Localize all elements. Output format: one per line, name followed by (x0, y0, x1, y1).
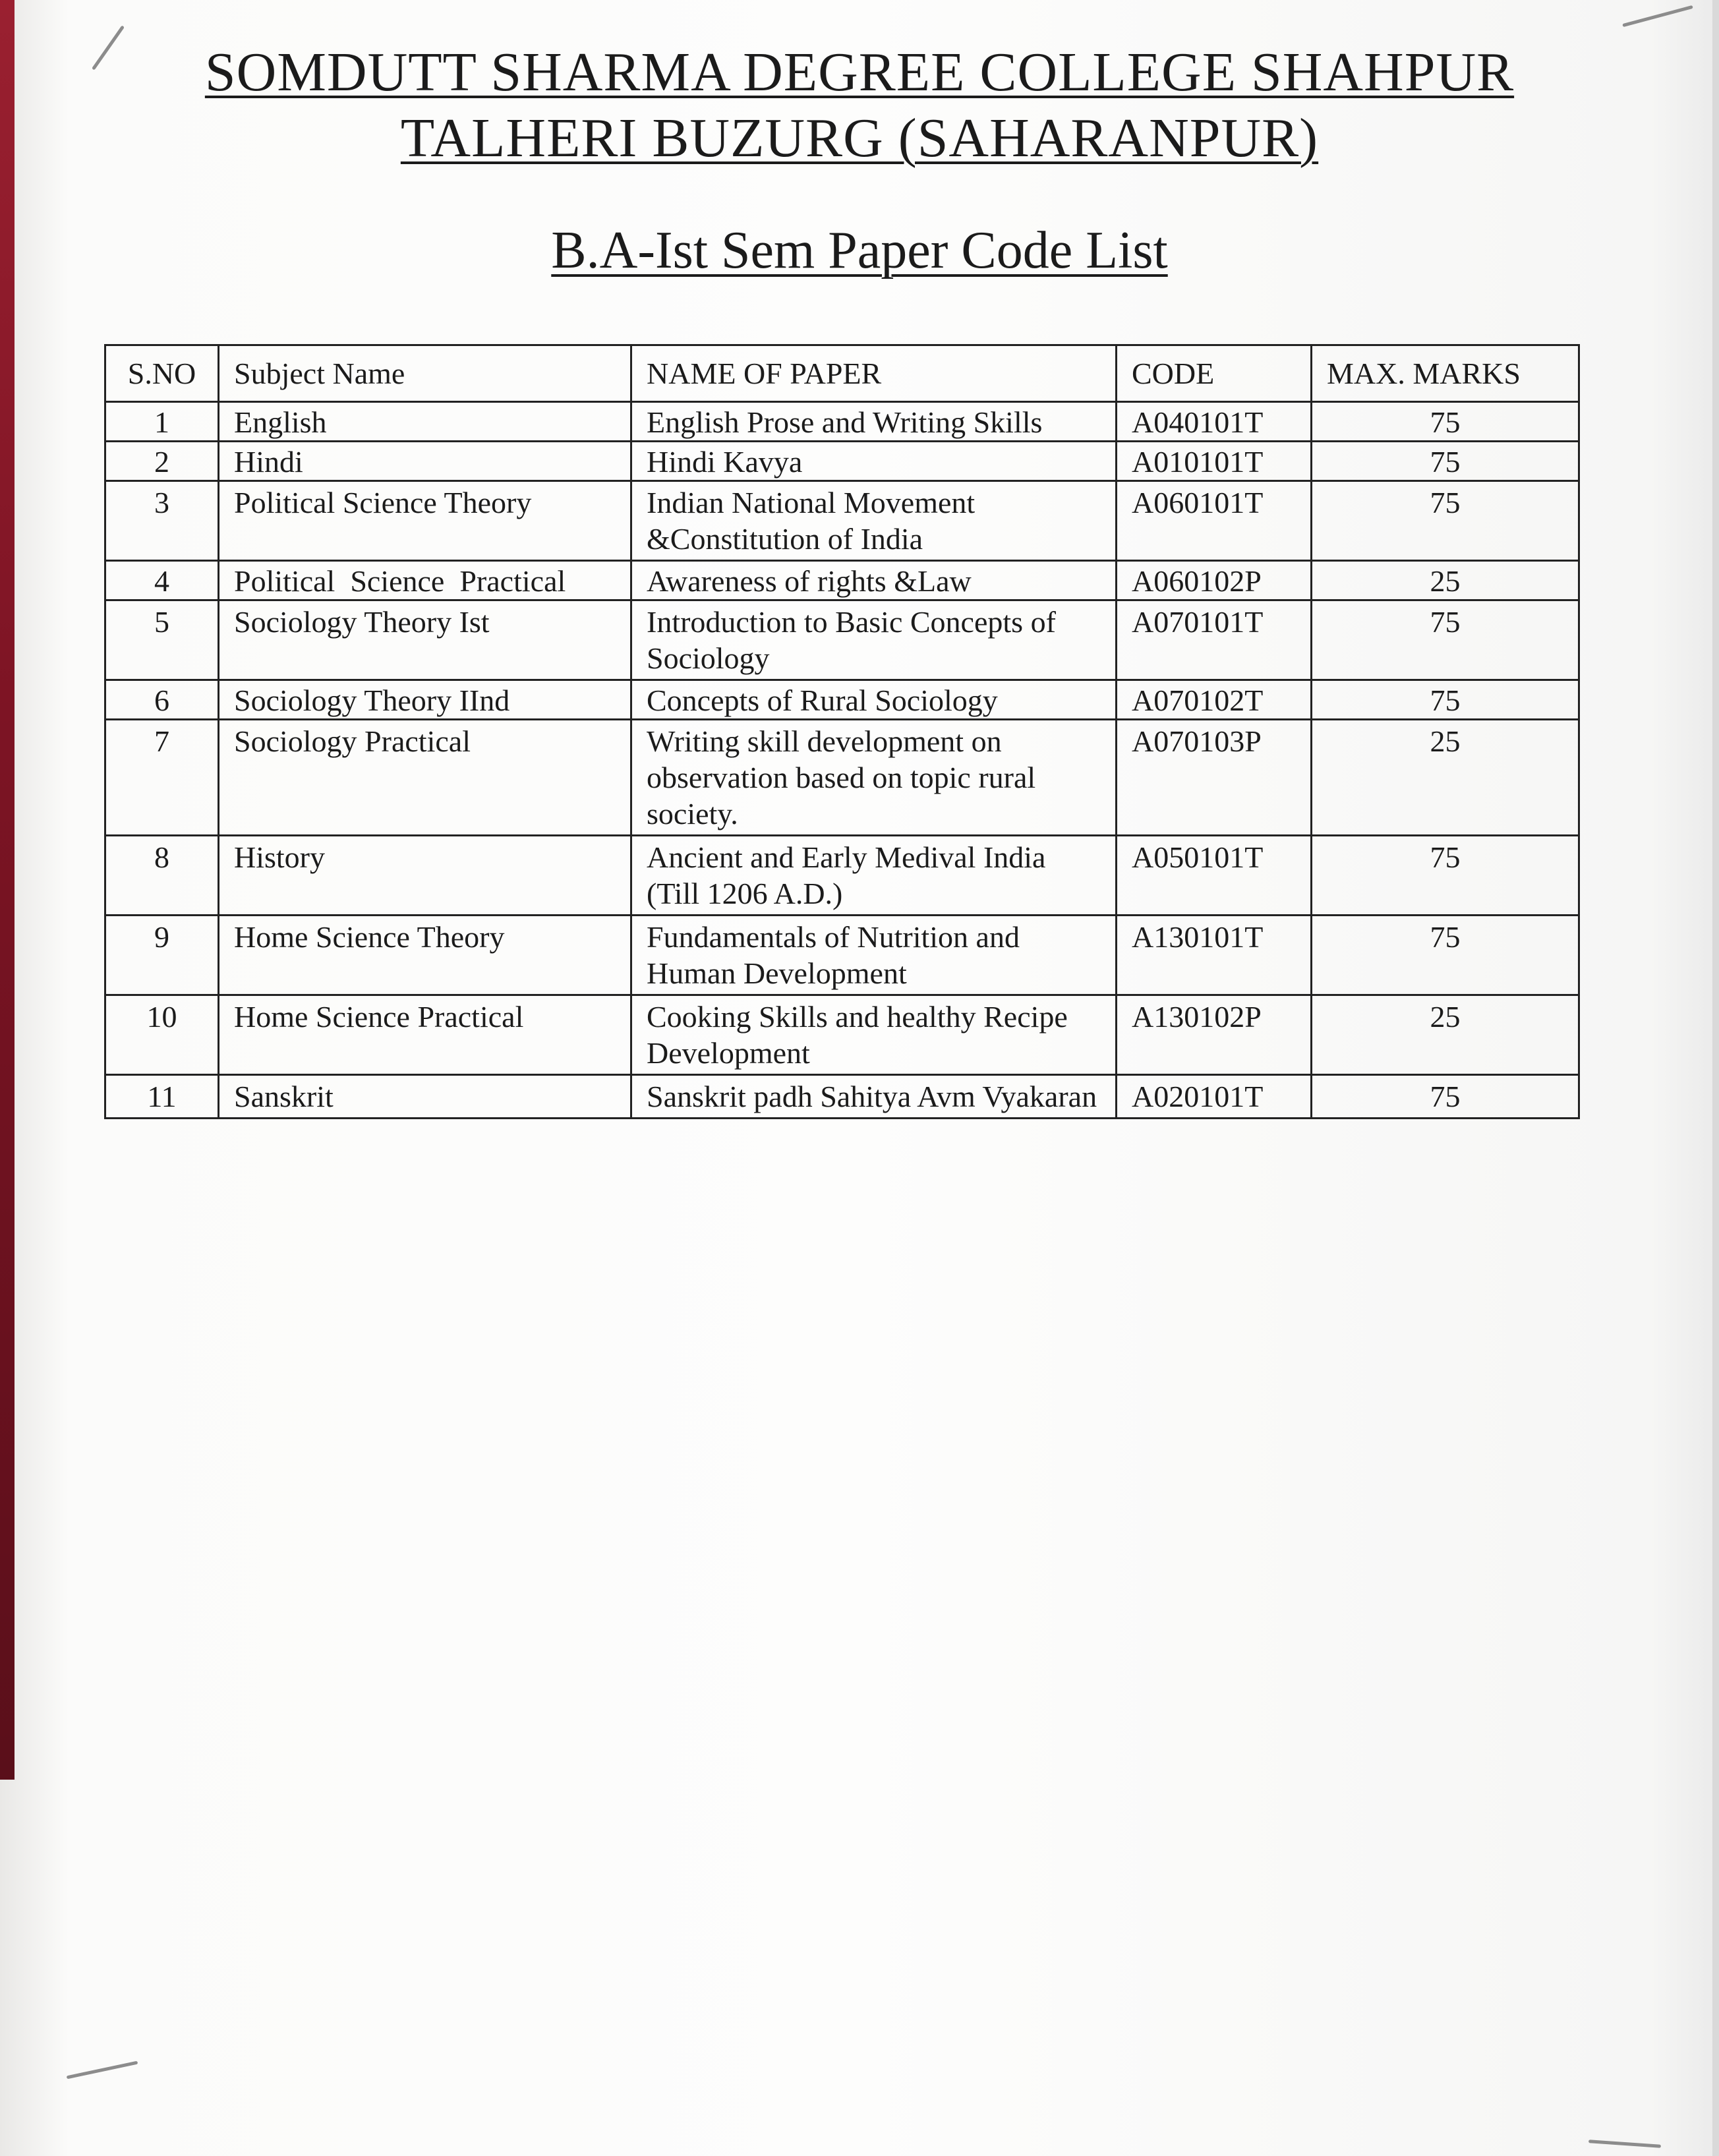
cell-paper: Indian National Movement &Constitution of India (631, 481, 1117, 561)
cell-marks: 25 (1312, 995, 1579, 1075)
cell-code: A130101T (1117, 916, 1312, 995)
cell-paper: Ancient and Early Medival India (Till 1206 A.D.) (631, 836, 1117, 916)
cell-code: A050101T (1117, 836, 1312, 916)
cell-code: A040101T (1117, 402, 1312, 442)
cell-code: A060101T (1117, 481, 1312, 561)
cell-sno: 10 (105, 995, 219, 1075)
cell-subject: Political Science Theory (219, 481, 631, 561)
cell-subject: Hindi (219, 442, 631, 481)
cell-code: A070103P (1117, 720, 1312, 836)
cell-marks: 75 (1312, 916, 1579, 995)
cell-sno: 1 (105, 402, 219, 442)
table-row (105, 481, 1579, 561)
column-header-code: CODE (1117, 345, 1312, 402)
table-row (105, 442, 1579, 481)
staple-pin-icon (1588, 2140, 1661, 2148)
cell-sno: 2 (105, 442, 219, 481)
table-row (105, 402, 1579, 442)
document-title: B.A-Ist Sem Paper Code List (551, 221, 1168, 279)
cell-sno: 8 (105, 836, 219, 916)
table-header-row (105, 345, 1579, 402)
cell-marks: 75 (1312, 836, 1579, 916)
table-row (105, 561, 1579, 600)
cell-subject: Home Science Theory (219, 916, 631, 995)
document-header (0, 40, 1719, 171)
cell-code: A060102P (1117, 561, 1312, 600)
cell-paper: Writing skill development on observation based on topic rural society. (631, 720, 1117, 836)
cell-marks: 25 (1312, 720, 1579, 836)
cell-paper: Sanskrit padh Sahitya Avm Vyakaran (631, 1075, 1117, 1119)
cell-code: A130102P (1117, 995, 1312, 1075)
staple-pin-icon (1622, 5, 1693, 27)
staple-pin-icon (67, 2061, 138, 2080)
cell-paper: Fundamentals of Nutrition and Human Development (631, 916, 1117, 995)
cell-paper: Awareness of rights &Law (631, 561, 1117, 600)
cell-marks: 75 (1312, 680, 1579, 720)
cell-sno: 5 (105, 600, 219, 680)
table-row (105, 836, 1579, 916)
cell-paper: Concepts of Rural Sociology (631, 680, 1117, 720)
column-header-paper: NAME OF PAPER (631, 345, 1117, 402)
cell-sno: 11 (105, 1075, 219, 1119)
cell-paper: English Prose and Writing Skills (631, 402, 1117, 442)
table-row (105, 1075, 1579, 1119)
cell-code: A070101T (1117, 600, 1312, 680)
cell-paper: Hindi Kavya (631, 442, 1117, 481)
table-row (105, 680, 1579, 720)
cell-subject: Sociology Theory IInd (219, 680, 631, 720)
cell-subject: Political Science Practical (219, 561, 631, 600)
cell-sno: 4 (105, 561, 219, 600)
cell-subject: Sociology Practical (219, 720, 631, 836)
column-header-marks: MAX. MARKS (1312, 345, 1579, 402)
cell-subject: History (219, 836, 631, 916)
college-name-line-2: TALHERI BUZURG (SAHARANPUR) (400, 107, 1319, 169)
cell-marks: 75 (1312, 442, 1579, 481)
cell-code: A070102T (1117, 680, 1312, 720)
cell-subject: English (219, 402, 631, 442)
cell-marks: 75 (1312, 1075, 1579, 1119)
table-row (105, 916, 1579, 995)
column-header-subject: Subject Name (219, 345, 631, 402)
college-name-line-1: SOMDUTT SHARMA DEGREE COLLEGE SHAHPUR (204, 42, 1515, 103)
cell-code: A020101T (1117, 1075, 1312, 1119)
table-row (105, 720, 1579, 836)
cell-subject: Sanskrit (219, 1075, 631, 1119)
cell-sno: 6 (105, 680, 219, 720)
cell-sno: 7 (105, 720, 219, 836)
cell-paper: Introduction to Basic Concepts of Sociology (631, 600, 1117, 680)
cell-marks: 25 (1312, 561, 1579, 600)
cell-paper: Cooking Skills and healthy Recipe Development (631, 995, 1117, 1075)
cell-marks: 75 (1312, 402, 1579, 442)
paper-code-table (104, 344, 1580, 1119)
table-row (105, 995, 1579, 1075)
cell-sno: 9 (105, 916, 219, 995)
cell-subject: Home Science Practical (219, 995, 631, 1075)
page-shadow-edge (1712, 0, 1719, 2156)
column-header-sno: S.NO (105, 345, 219, 402)
cell-marks: 75 (1312, 481, 1579, 561)
cell-marks: 75 (1312, 600, 1579, 680)
table-row (105, 600, 1579, 680)
cell-sno: 3 (105, 481, 219, 561)
cell-subject: Sociology Theory Ist (219, 600, 631, 680)
cell-code: A010101T (1117, 442, 1312, 481)
